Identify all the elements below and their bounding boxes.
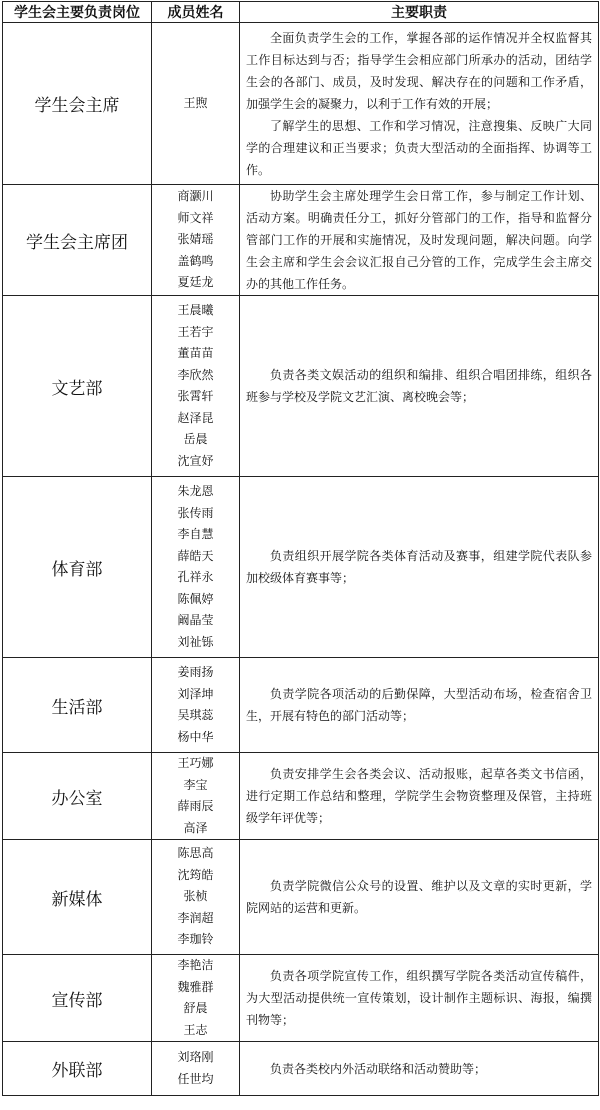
member-name: 沈筠皓 [177,867,214,882]
duties-cell [240,955,599,1042]
table-row [3,1042,599,1096]
table-row [3,955,599,1042]
duty-paragraph: 全面负责学生会的工作，掌握各部的运作情况并全权监督其工作目标达到与否；指导学生会相应部门所承办的活动，团结学生会的各部门、成员，及时发现、解决存在的问题和工作矛盾，加强学生会的凝聚力，以利于工作有效的开展； [246,30,592,111]
member-name: 王巧娜 [177,756,214,770]
member-name: 李自慧 [177,527,214,541]
table-body [3,23,599,1096]
members-cell [152,296,240,477]
position-cell: 体育部 [3,477,152,658]
member-name: 李艳洁 [177,958,214,972]
duty-paragraph: 负责学院微信公众号的设置、维护以及文章的实时更新，学院网站的运营和更新。 [246,879,592,915]
member-name: 张桢 [183,889,208,904]
duty-paragraph: 负责各类校内外活动联络和活动赞助等； [270,1061,487,1076]
duty-paragraph: 了解学生的思想、工作和学习情况，注意搜集、反映广大同学的合理建议和正当要求；负责大型活动的全面指挥、协调等工作。 [246,118,592,177]
position-cell: 文艺部 [3,296,152,477]
member-name: 薛雨辰 [177,799,214,813]
member-name: 张婧瑶 [177,232,214,247]
member-name: 朱龙恩 [177,484,214,498]
member-name: 舒晨 [183,1001,208,1015]
members-cell [152,955,240,1042]
member-name: 王若宇 [177,324,214,339]
position-cell: 外联部 [3,1042,152,1096]
duties-cell [240,477,599,658]
members-cell [152,753,240,840]
duties-cell [240,840,599,955]
member-name: 孔祥永 [177,570,214,584]
member-name: 李欣然 [177,367,214,382]
member-name: 李宝 [183,777,208,792]
members-cell [152,23,240,185]
position-cell: 宣传部 [3,955,152,1042]
duty-paragraph: 负责安排学生会各类会议、活动报账，起草各类文书信函，进行定期工作总结和整理，学院学生会物资整理及保管，主持班级学年评优等； [246,767,592,825]
member-name: 董苗苗 [177,346,214,360]
member-name: 姜雨扬 [177,665,214,679]
member-name: 沈宣妤 [177,453,214,468]
member-name: 王志 [183,1022,208,1037]
duty-paragraph: 负责各项学院宣传工作，组织撰写学院各类活动宣传稿件，为大型活动提供统一宣传策划，设计制作主题标识、海报，编撰刊物等； [246,969,592,1027]
member-name: 刘泽坤 [177,686,214,701]
member-name: 盖鹤鸣 [177,253,214,268]
member-name: 岳晨 [183,432,208,446]
duties-cell [240,658,599,753]
member-name: 王煦 [183,95,208,110]
member-name: 薛皓天 [177,548,214,563]
header-members: 成员姓名 [152,2,240,23]
table-row [3,296,599,477]
position-cell: 办公室 [3,753,152,840]
duty-paragraph: 负责组织开展学院各类体育活动及赛事，组建学院代表队参加校级体育赛事等； [246,549,592,585]
duty-paragraph: 负责各类文娱活动的组织和编排、组织合唱团排练，组织各班参与学校及学院文艺汇演、离校晚会等； [246,368,592,404]
member-name: 张传雨 [177,505,214,520]
member-name: 魏雅群 [177,979,214,994]
duties-cell [240,1042,599,1096]
header-duties: 主要职责 [240,2,599,23]
table-row [3,658,599,753]
member-name: 刘珞刚 [177,1050,214,1064]
table-row [3,477,599,658]
table-row [3,840,599,955]
header-position: 学生会主要负责岗位 [3,2,152,23]
member-name: 商灏川 [177,189,214,204]
duty-paragraph: 负责学院各项活动的后勤保障，大型活动布场，检查宿舍卫生，开展有特色的部门活动等； [246,687,592,723]
members-cell [152,658,240,753]
members-cell [152,1042,240,1096]
member-name: 阚晶莹 [177,613,214,627]
member-name: 师文祥 [177,210,214,225]
member-name: 高泽 [183,820,208,835]
member-name: 任世均 [177,1071,214,1086]
member-name: 张霄轩 [177,389,214,403]
member-name: 赵泽昆 [177,410,214,425]
header-row [3,2,599,23]
members-cell [152,840,240,955]
duties-cell [240,185,599,296]
duties-cell [240,23,599,185]
member-name: 杨中华 [177,729,214,744]
member-name: 陈佩婷 [177,591,214,606]
member-name: 吴琪蕊 [177,708,214,722]
position-cell: 生活部 [3,658,152,753]
table-row [3,23,599,185]
member-name: 王晨曦 [177,303,214,317]
member-name: 陈思高 [177,846,214,861]
position-cell: 学生会主席团 [3,185,152,296]
member-name: 刘祉铄 [177,634,214,649]
members-cell [152,185,240,296]
table-row [3,753,599,840]
member-name: 李珈铃 [177,932,214,947]
position-cell: 新媒体 [3,840,152,955]
member-name: 夏廷龙 [177,275,214,290]
members-cell [152,477,240,658]
student-union-duty-table [2,1,599,1096]
duties-cell [240,296,599,477]
member-name: 李润超 [177,910,214,925]
duty-paragraph: 协助学生会主席处理学生会日常工作，参与制定工作计划、活动方案。明确责任分工，抓好分管部门的工作，指导和监督分管部门工作的开展和实施情况，及时发现问题，解决问题。向学生会主席和学生会会议汇报自己分管的工作，完成学生会主席交办的其他工作任务。 [246,189,592,291]
table-row [3,185,599,296]
duties-cell [240,753,599,840]
position-cell: 学生会主席 [3,23,152,185]
